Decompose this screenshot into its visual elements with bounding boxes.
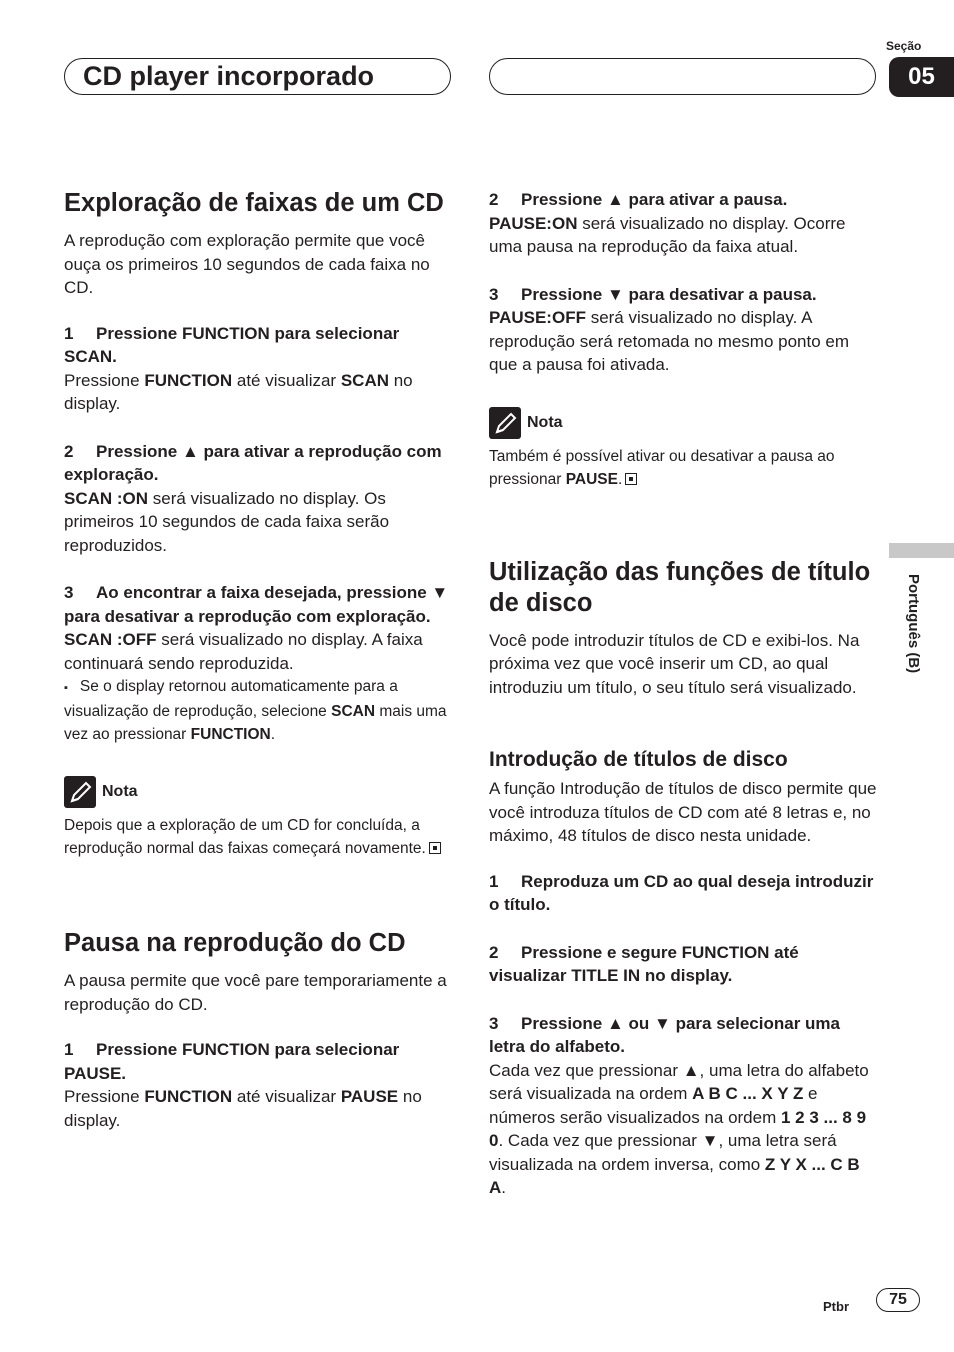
pause-step-3-text: PAUSE:OFF será visualizado no display. A reprodução será retomada no mesmo ponto em que a pausa foi ativada.: [489, 308, 850, 374]
section-label: Seção: [886, 39, 922, 53]
titles-intro: Você pode introduzir títulos de CD e exibi-los. Na próxima vez que você inserir um CD, ao qual introduziu um título, o seu título será visualizado.: [489, 630, 860, 697]
note-label: Nota: [527, 413, 563, 431]
right-column: [489, 188, 879, 1200]
page-number: 75: [876, 1288, 920, 1312]
scan-step-1-text: Pressione FUNCTION até visualizar SCAN no display.: [64, 370, 413, 413]
scan-step-1-heading: 1 Pressione FUNCTION para selecionar SCAN.: [64, 323, 400, 366]
scan-step-3-heading: 3 Ao encontrar a faixa desejada, pressione ▼ para desativar a reprodução com exploração.: [64, 583, 449, 626]
section-title-scan: Exploração de faixas de um CD: [64, 189, 444, 217]
language-tab: [889, 543, 954, 558]
scan-intro: A reprodução com exploração permite que você ouça os primeiros 10 segundos de cada faixa no CD.: [64, 231, 430, 297]
scan-step-2-heading: 2 Pressione ▲ para ativar a reprodução com exploração.: [64, 441, 442, 484]
pause-note-heading: [489, 407, 879, 439]
pause-step-2-heading: 2 Pressione ▲ para ativar a pausa.: [489, 190, 788, 209]
scan-note-text: Depois que a exploração de um CD for concluída, a reprodução normal das faixas começará novamente.: [64, 814, 454, 860]
left-column: [64, 188, 454, 1132]
footer-language-code: Ptbr: [823, 1299, 849, 1314]
subsection-title-title-input: Introdução de títulos de disco: [489, 748, 788, 771]
scan-bullet: ▪ Se o display retornou automaticamente para a visualização de reprodução, selecione SCAN mais uma vez ao pressionar FUNCTION.: [64, 678, 447, 743]
pause-step-1-heading: 1 Pressione FUNCTION para selecionar PAUSE.: [64, 1040, 400, 1083]
section-number: 05: [889, 57, 954, 97]
title-input-intro: A função Introdução de títulos de disco permite que você introduza títulos de CD com até 8 letras e, no máximo, 48 títulos de disco nesta unidade.: [489, 779, 877, 845]
section-title-pause: Pausa na reprodução do CD: [64, 929, 406, 957]
header-title-box: [64, 58, 451, 95]
pause-step-3-heading: 3 Pressione ▼ para desativar a pausa.: [489, 284, 817, 304]
scan-step-3-text: SCAN :OFF será visualizado no display. A faixa continuará sendo reproduzida.: [64, 630, 423, 673]
chapter-title: CD player incorporado: [83, 61, 375, 91]
title-step-3-heading: 3 Pressione ▲ ou ▼ para selecionar uma letra do alfabeto.: [489, 1013, 840, 1056]
section-title-disc-titles: Utilização das funções de título de disco: [489, 557, 871, 617]
title-step-3-text: Cada vez que pressionar ▲, uma letra do alfabeto será visualizada na ordem A B C ... X Y Z e números serão visualizados na ordem 1 2 3 ... 8 9 0. Cada vez que pressionar ▼, uma letra será visualizada na ordem inversa, como Z Y X ... C B A.: [489, 1060, 869, 1197]
note-pencil-icon: [64, 776, 96, 808]
pause-note-text: Também é possível ativar ou desativar a pausa ao pressionar PAUSE.: [489, 447, 835, 488]
end-mark-icon: [429, 842, 441, 854]
title-step-1-heading: 1 Reproduza um CD ao qual deseja introduzir o título.: [489, 871, 874, 914]
title-step-2-heading: 2 Pressione e segure FUNCTION até visualizar TITLE IN no display.: [489, 942, 799, 985]
pause-step-2-text: PAUSE:ON será visualizado no display. Ocorre uma pausa na reprodução da faixa atual.: [489, 213, 846, 256]
note-pencil-icon: [489, 407, 521, 439]
note-label: Nota: [102, 783, 138, 801]
header-empty-box: [489, 58, 876, 95]
pause-step-1-text: Pressione FUNCTION até visualizar PAUSE no display.: [64, 1087, 422, 1130]
end-mark-icon: [625, 473, 637, 485]
scan-note-heading: [64, 776, 454, 808]
language-label: Português (B): [905, 574, 922, 674]
pause-intro: A pausa permite que você pare temporariamente a reprodução do CD.: [64, 971, 447, 1014]
scan-step-2-text: SCAN :ON será visualizado no display. Os primeiros 10 segundos de cada faixa serão reproduzidos.: [64, 488, 390, 555]
